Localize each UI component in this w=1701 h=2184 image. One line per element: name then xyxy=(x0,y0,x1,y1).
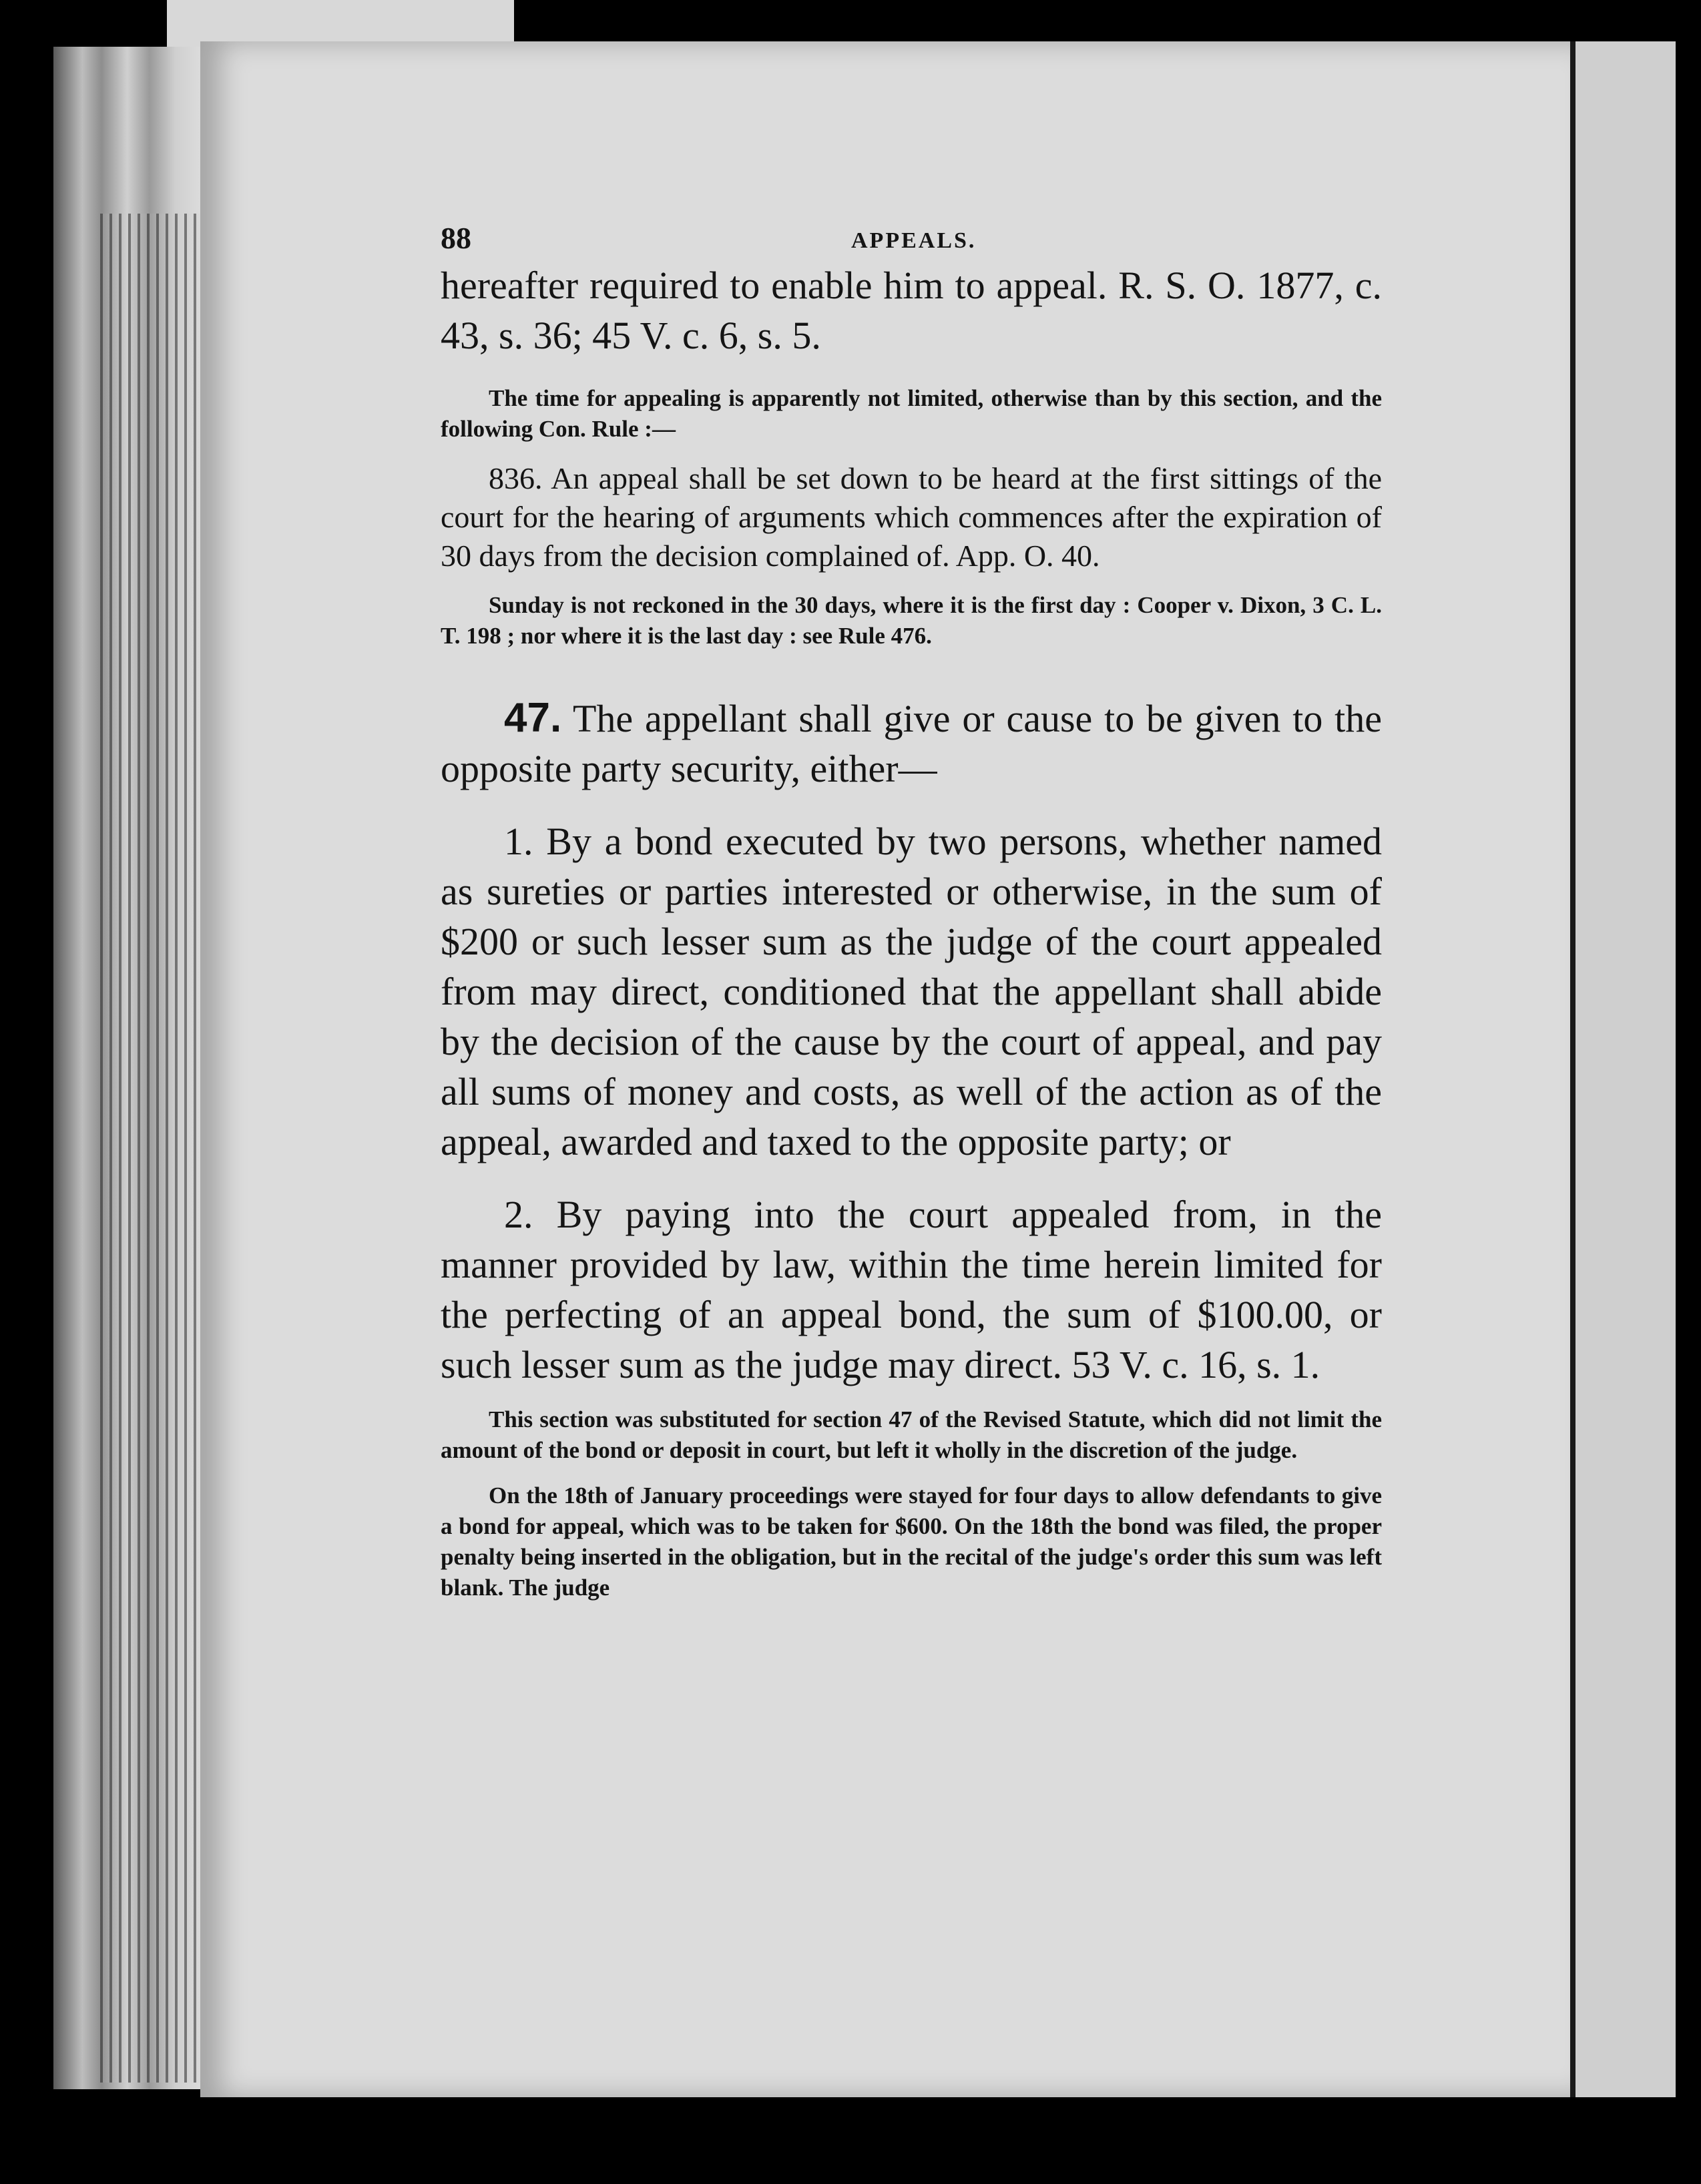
section-number: 47. xyxy=(504,695,562,741)
running-head xyxy=(441,214,1382,260)
facing-page-edge xyxy=(1575,41,1676,2097)
top-tab xyxy=(167,0,514,47)
note-substituted-section: This section was substituted for section 47 of the Revised Statute, which did not limit the amount of the bond or deposit in court, but left it wholly in the discretion of the judge. xyxy=(441,1406,1382,1463)
section-text: The appellant shall give or cause to be given to the opposite party security, either— xyxy=(441,697,1382,790)
section-47 xyxy=(441,693,1382,794)
running-title: APPEALS. xyxy=(851,228,977,253)
section-item-2: 2. By paying into the court appealed from, in the manner provided by law, within the time herein limited for the perfecting of an appeal bond, the sum of $100.00, or such lesser sum as the judge may direct. 53 V. c. 16, s. 1. xyxy=(441,1193,1382,1386)
page-number: 88 xyxy=(441,221,471,255)
paragraph-continuation: hereafter required to enable him to appeal. R. S. O. 1877, c. 43, s. 36; 45 V. c. 6, s. 5. xyxy=(441,264,1382,357)
section-item-1: 1. By a bond executed by two persons, whether named as sureties or parties interested or otherwise, in the sum of $200 or such lesser sum as the judge of the court appealed from may direct, conditioned that the appellant shall abide by the decision of the cause by the court of appeal, and pay all sums of money and costs, as well of the action as of the appeal, awarded and taxed to the opposite party; or xyxy=(441,820,1382,1163)
page-gutter xyxy=(1570,41,1575,2097)
note-sunday: Sunday is not reckoned in the 30 days, where it is the first day : Cooper v. Dixon, 3 C. L. T. 198 ; nor where it is the last day : see Rule 476. xyxy=(441,592,1382,649)
note-january-proceedings: On the 18th of January proceedings were stayed for four days to allow defendants to give a bond for appeal, which was to be taken for $600. On the 18th the bond was filed, the proper penalty being inserted in the obligation, but in the recital of the judge's order this sum was left blank. The judge xyxy=(441,1482,1382,1601)
rule-836: 836. An appeal shall be set down to be heard at the first sittings of the court for the hearing of arguments which commences after the expiration of 30 days from the decision complained of. App. O. 40. xyxy=(441,461,1382,573)
note-time-for-appealing: The time for appealing is apparently not limited, otherwise than by this section, and the following Con. Rule :— xyxy=(441,385,1382,442)
book-spine-pattern xyxy=(100,214,214,2083)
page-text-column xyxy=(441,214,1382,1603)
